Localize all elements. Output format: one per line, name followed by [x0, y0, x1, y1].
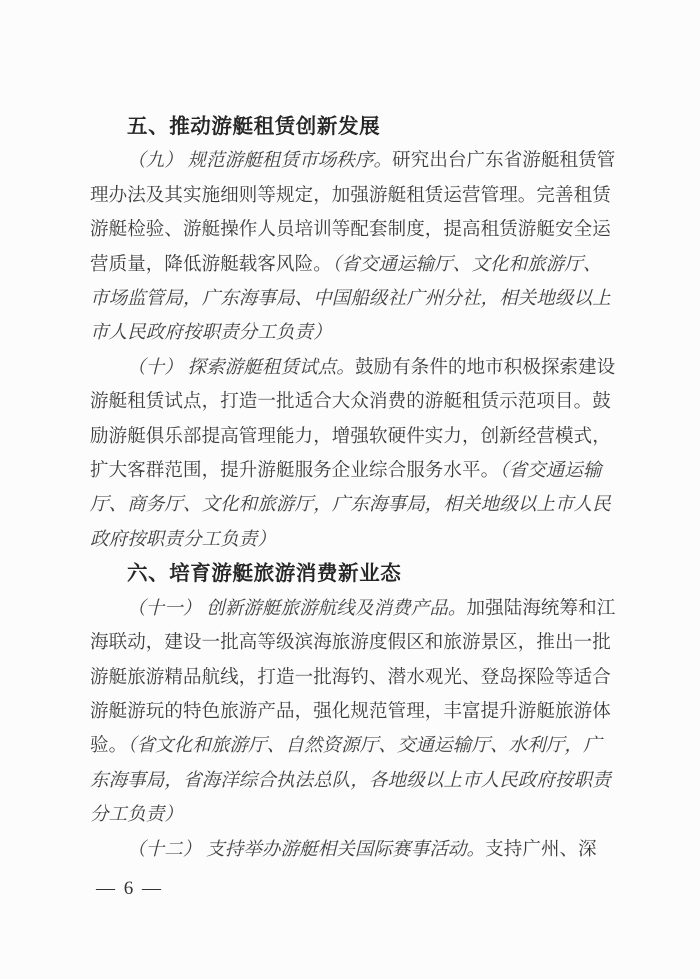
responsibility-note: （省文化和旅游厅、自然资源厅、交通运输厅、水利厅，广	[127, 736, 602, 757]
page-number: — 6 —	[96, 878, 163, 899]
responsibility-note: 厅、商务厅、文化和旅游厅，广东海事局，相关地级以上市人民	[90, 495, 611, 516]
text-line: 游艇检验、游艇操作人员培训等配套制度，提高租赁游艇安全运	[90, 220, 611, 241]
text-line	[90, 833, 614, 867]
text-line	[90, 729, 614, 763]
section-heading-5: 五、推动游艇租赁创新发展	[127, 115, 381, 138]
responsibility-note: （省交通运输厅、文化和旅游厅、	[331, 254, 602, 275]
body-text: 验。	[90, 736, 128, 757]
item-number-title: （十） 探索游艇租赁试点。	[127, 357, 355, 378]
paragraph-item-9	[90, 144, 614, 350]
body-text: 扩大客群范围，提升游艇服务企业综合服务水平。	[90, 461, 500, 482]
text-line	[90, 144, 614, 178]
responsibility-note: 市场监管局，广东海事局、中国船级社广州分社，相关地级以上	[90, 289, 611, 310]
body-text: 加强陆海统筹和江	[466, 598, 616, 619]
paragraph-item-10	[90, 351, 614, 557]
text-line: 理办法及其实施细则等规定，加强游艇租赁运营管理。完善租赁	[90, 185, 611, 206]
body-text: 营质量，降低游艇载客风险。	[90, 254, 332, 275]
body-text: 研究出台广东省游艇租赁管	[392, 151, 616, 172]
paragraph-item-11	[90, 592, 614, 833]
responsibility-note: 政府按职责分工负责）	[90, 529, 277, 550]
section-heading-6: 六、培育游艇旅游消费新业态	[127, 562, 402, 586]
text-line: 励游艇俱乐部提高管理能力，增强软硬件实力，创新经营模式，	[90, 426, 611, 447]
item-number-title: （十二） 支持举办游艇相关国际赛事活动。	[127, 839, 486, 860]
text-line: 游艇旅游精品航线，打造一批海钓、潜水观光、登岛探险等适合	[90, 667, 611, 688]
text-line: 游艇游玩的特色旅游产品，强化规范管理，丰富提升游艇旅游体	[90, 701, 611, 722]
body-text: 鼓励有条件的地市积极探索建设	[354, 357, 616, 378]
text-line	[90, 248, 614, 282]
text-line	[90, 351, 614, 385]
item-number-title: （九） 规范游艇租赁市场秩序。	[127, 151, 393, 172]
text-line: 游艇租赁试点，打造一批适合大众消费的游艇租赁示范项目。鼓	[90, 392, 611, 413]
responsibility-note: （省交通运输	[499, 461, 602, 482]
text-line	[90, 454, 614, 488]
responsibility-note: 市人民政府按职责分工负责）	[90, 323, 332, 344]
text-line: 海联动，建设一批高等级滨海旅游度假区和旅游景区，推出一批	[90, 633, 611, 654]
item-number-title: （十一） 创新游艇旅游航线及消费产品。	[127, 598, 467, 619]
responsibility-note: 东海事局，省海洋综合执法总队，各地级以上市人民政府按职责	[90, 770, 611, 791]
text-line	[90, 592, 614, 626]
body-text: 支持广州、深	[485, 839, 597, 860]
paragraph-item-12	[90, 833, 614, 867]
responsibility-note: 分工负责）	[90, 805, 184, 826]
